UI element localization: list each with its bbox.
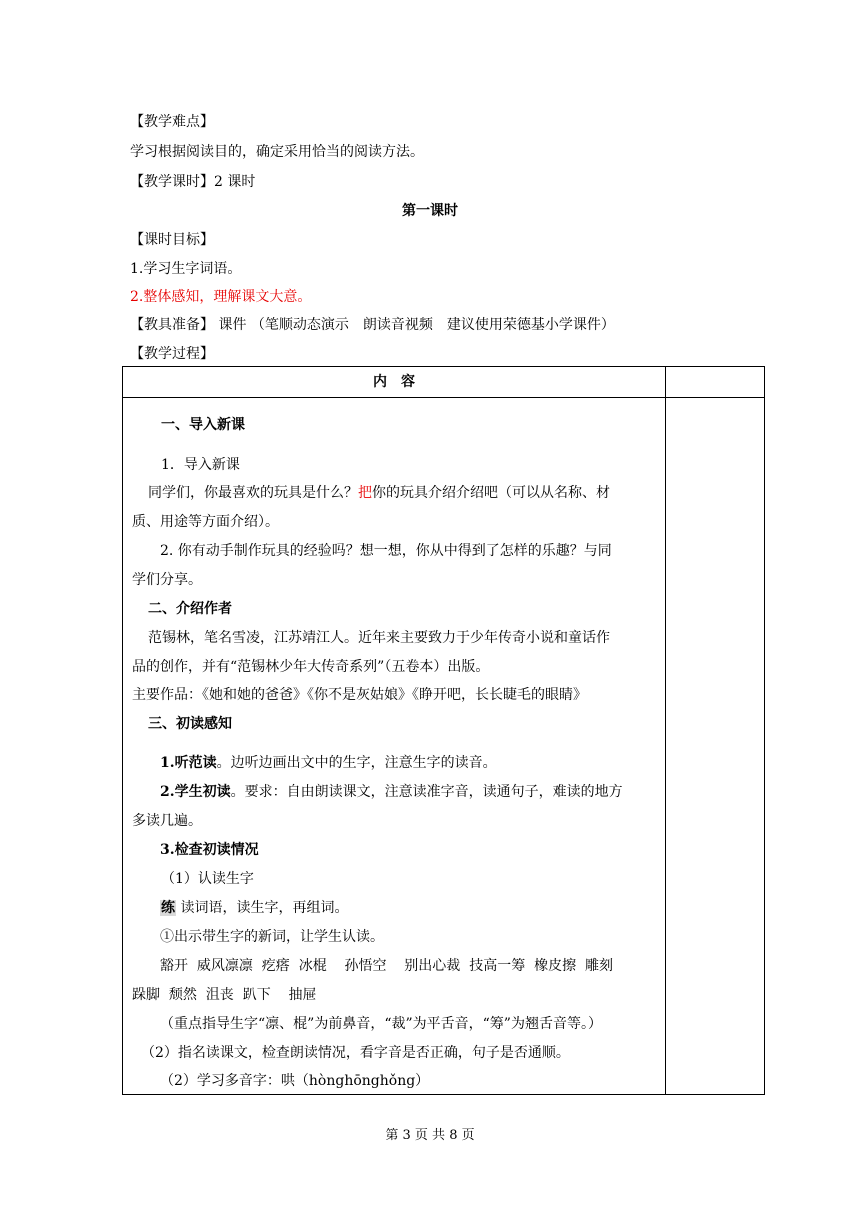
- pronunciation-note: （重点指导生字“凛、棍”为前鼻音，“裁”为平舌音，“筹”为翘舌音等。）: [160, 1016, 602, 1032]
- section-3-step-2: 2.学生初读。要求：自由朗读课文，注意读准字音，读通句子，难读的地方: [160, 784, 623, 800]
- goal-1: 1.学习生字词语。: [130, 261, 242, 277]
- words-row-1: 豁开 威风凛凛 疙瘩 冰棍 孙悟空 别出心裁 技高一筹 橡皮擦 雕刻: [160, 958, 614, 974]
- practice-badge: 练: [161, 900, 175, 916]
- section-3-sub-2: （2）指名读课文，检查朗读情况，看字音是否正确，句子是否通顺。: [141, 1045, 570, 1061]
- section-1-item: 1．导入新课: [161, 457, 240, 473]
- section-3-step-1: 1.听范读。边听边画出文中的生字，注意生字的读音。: [160, 755, 497, 771]
- section-3-sub-1: （1）认读生字: [161, 871, 254, 887]
- section-2-paragraph: 范锡林，笔名雪凌，江苏靖江人。近年来主要致力于少年传奇小说和童话作: [148, 630, 610, 646]
- section-1-title: 一、导入新课: [161, 417, 245, 433]
- process-table: [122, 366, 765, 1095]
- hours-line: 【教学课时】2 课时: [130, 174, 256, 190]
- section-3-title: 三、初读感知: [148, 716, 232, 732]
- page-footer: 第 3 页 共 8 页: [385, 1128, 475, 1143]
- section-2-title: 二、介绍作者: [148, 601, 232, 617]
- difficulty-heading: 【教学难点】: [130, 114, 214, 130]
- table-header-divider: [123, 397, 764, 398]
- process-heading: 【教学过程】: [130, 346, 214, 362]
- section-1-paragraph-2-cont: 学们分享。: [132, 572, 202, 588]
- section-1-paragraph-1-cont: 质、用途等方面介绍）。: [132, 514, 279, 530]
- section-1-paragraph-1: 同学们，你最喜欢的玩具是什么？把你的玩具介绍介绍吧（可以从名称、材: [148, 485, 610, 501]
- practice-line: 练 读词语，读生字，再组词。: [161, 900, 349, 916]
- show-words-line: ①出示带生字的新词，让学生认读。: [160, 929, 384, 945]
- lesson-title: 第一课时: [402, 203, 458, 219]
- words-row-2: 跺脚 颓然 沮丧 趴下 抽屉: [132, 987, 317, 1003]
- section-3-sub-3: （2）学习多音字：哄（hònghōnghǒng）: [160, 1073, 430, 1089]
- goals-heading: 【课时目标】: [130, 232, 214, 248]
- prep-line: 【教具准备】 课件 （笔顺动态演示 朗读音视频 建议使用荣德基小学课件）: [130, 317, 615, 333]
- section-2-works: 主要作品：《她和她的爸爸》《你不是灰姑娘》《睁开吧，长长睫毛的眼睛》: [132, 687, 587, 703]
- section-3-step-2-cont: 多读几遍。: [132, 813, 202, 829]
- goal-2: 2.整体感知，理解课文大意。: [130, 289, 312, 305]
- section-1-paragraph-2: 2. 你有动手制作玩具的经验吗？想一想，你从中得到了怎样的乐趣？与同: [160, 543, 612, 559]
- section-3-step-3: 3.检查初读情况: [160, 842, 259, 858]
- table-column-header: 内 容: [373, 374, 415, 390]
- table-column-divider: [665, 367, 666, 1094]
- difficulty-text: 学习根据阅读目的，确定采用恰当的阅读方法。: [130, 144, 424, 160]
- section-2-paragraph-cont: 品的创作，并有“范锡林少年大传奇系列”（五卷本）出版。: [132, 659, 490, 675]
